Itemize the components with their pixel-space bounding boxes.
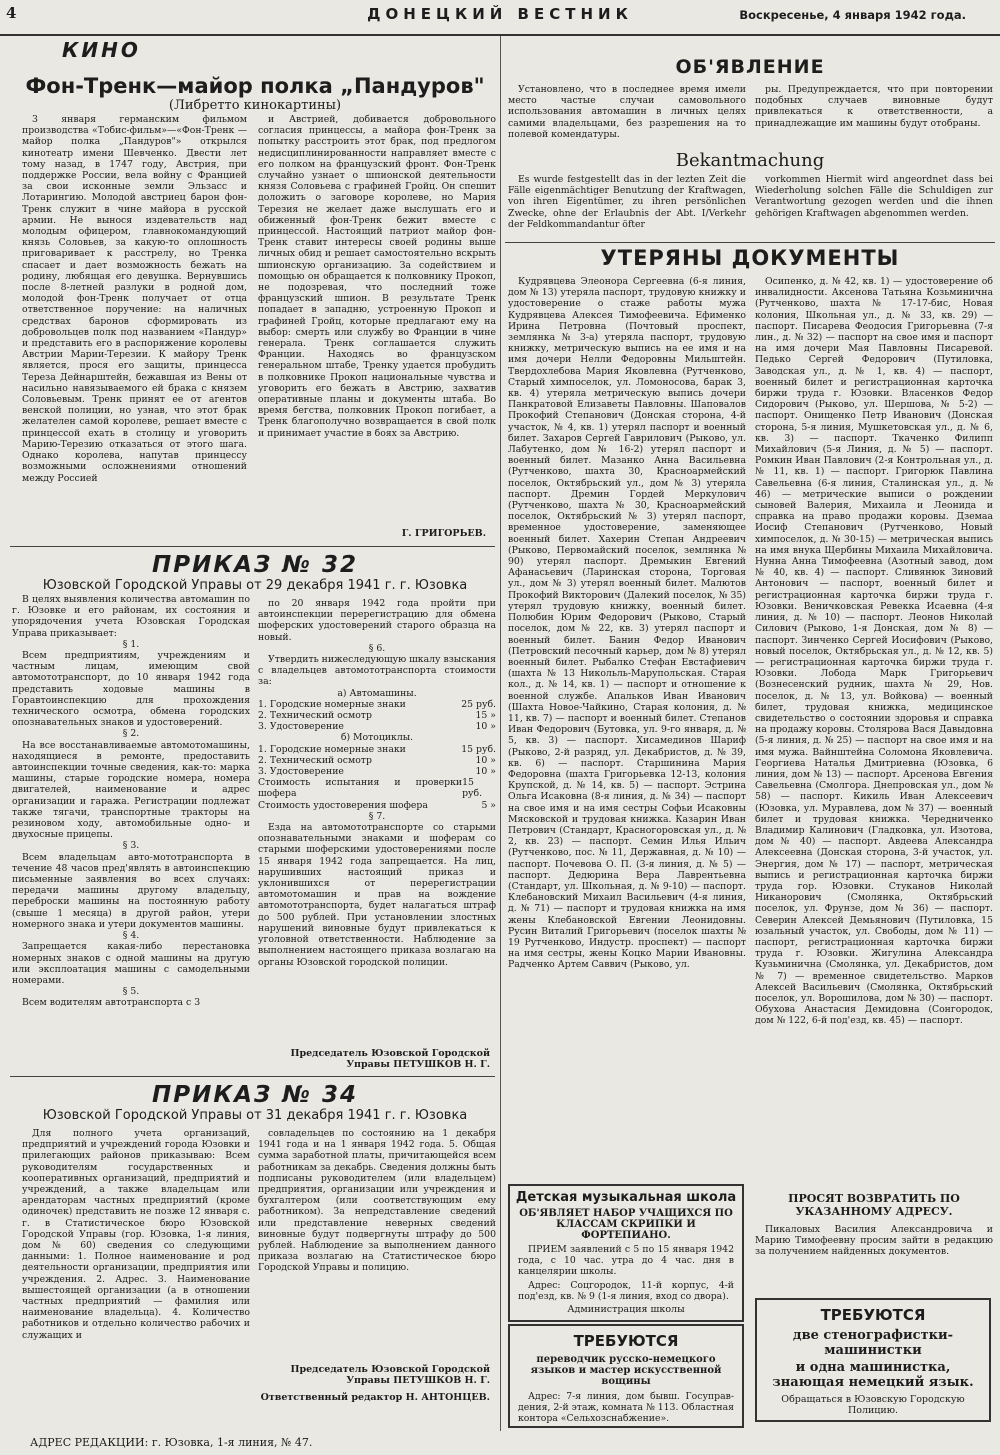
lost-documents-column-2: Осипенко, д. № 42, кв. 1) — удостоверение об инвалидности. Аксенова Татьяна Козьминична (Рутченково, шахта № 17-17-бис, Новая колония, Школьная ул., д. № 33, кв. 29) — паспорт. Писарева Феодосия Григорьевна (7-я лин., д. № 32) — паспорт на свое имя и паспорт на имя дочери Мая Павловны Писаревой. Педько Сергей Федорович (Путиловка, Заводская ул., д. № 1, кв. 4) — паспорт, военный билет и регистрационная карточка биржи труда г. Юзовки. Власенков Федор Сидорович (Рыково, ул. Шершова, № 5-2) — паспорт. Онищенко Петр Иванович (Донская сторона, 5-я линия, Мушкетовская ул., д. № 6, кв. 3) — паспорт. Ткаченко Филипп Михайлович (5-я Линия, д. № 5) — паспорт. Ромкин Иван Павлович (2-я Контрольная ул., д. № 11, кв. 1) — паспорт. Григорюк Павлина Савельевна (6-я линия, Сталинская ул., д. № 46) — метрические выписи о рождении сыновей Валерия, Михаила и Леонида и справка на право продажи коровы. Дземаа Иосиф Степанович (Рутченково, Новый химпоселок, д. № 30-15) — метрическая выпись на имя внука Щербины Михаила Михайловича. Нунна Анна Тимофеевна (Азотный завод, дом № 40, кв. 4) — паспорт. Сливянюк Зиновий Антонович — паспорт, военный билет и регистрационная карточка биржи труда г. Юзовки. Веничковская Ревекка Исаевна (4-я линия, д. № 10) — паспорт. Леонов Николай Силович (Рыково, 1-я Донская, дом № 8) — паспорт. Зинченко Сергей Иосифович (Рыково, новый поселок, Октябрьская ул., д. № 12, кв. 5) — регистрационная карточка биржи труда г. Юзовки. Лобода Марк Григорьевич (Вознесенский рудник, шахта № 29, Нов. поселок, д. № 13, ул. Войкова) — военный билет, трудовая книжка, медицинское свидетельство о состоянии здоровья и справка на продажу коровы. Столярова Вася Давыдовна (5-я линия, д. № 25) — паспорт на свое имя и на имя мужа. Вайнштейна Соломона Яковлевича. Георгиева Наталья Дмитриевна (Юзовка, 6 линия, дом № 13) — паспорт. Арсенова Евгения Савельевна (Смолгора. Днепровская ул., дом № 58) — паспорт. Кикиль Иван Алексеевич (Юзовка, ул. Муравлева, дом № 37) — военный билет и трудовая книжка. Чередниченко Владимир Калинович (Гладковка, ул. Изотова, дом № 40) — паспорт. Авдеева Александра Алексеевна (Донская сторона, 3-й участок, ул. Энергия, дом № 17) — паспорт, метрическая выпись и регистрационная карточка биржи труда гор. Юзовки. Стуканов Николай Никанорович (Смолянка, Октябрьский поселок, ул. Фрунзе, дом № 36) — паспорт. Северин Алексей Демьянович (Путиловка, 15 юзальный участок, ул. Свободы, дом № 11) — паспорт, регистрационная карточка биржи труда г. Юзовки. Жигулина Александра Кузьминична (Смолянка, ул. Декабристов, дом № 7) — временное свидетельство. Марков Алексей Васильевич (Смолянка, Октябрьский поселок, ул. Ворошилова, дом № 30) — паспорт. Обухова Анастасия Демидовна (Сонгородок, дом № 122, 6-й под'езд, кв. 45) — паспорт.: [755, 276, 993, 1027]
fee-name: 3. Удостоверение: [258, 721, 344, 733]
stenographer-ad-line2: и одна машинистка, знающая немецкий язык.: [772, 1360, 974, 1390]
fee-price: 15 руб.: [461, 743, 496, 755]
fee-price: 10 »: [475, 754, 496, 766]
prikaz-34-subtitle: Юзовской Городской Управы от 31 декабря 1941 г. г. Юзовка: [42, 1108, 468, 1123]
announcement-title: ОБ'ЯВЛЕНИЕ: [675, 56, 825, 78]
fee-name: Стоимость испытания и проверки шофера: [258, 777, 463, 800]
music-school-title: Детская музыкальная школа: [515, 1190, 737, 1205]
prikaz-32-column-1: В целях выявления количества автомашин по г. Юзовке и его районам, их состояния и упорядочения учета Юзовская Городская Управа приказывает: § 1. Всем предприятиям, учреждениям и частным лицам, имеющим свой автомототранспорт, до 10 января 1942 года представить ходовые машины в Горавтоинспекцию для прохождения технического осмотра, обмена городских опознавательных знаков и удостоверений. § 2. На все восстанавливаемые автомотомашины, находящиеся в ремонте, предоставить автоинспекции точные сведения, как-то: марка машины, старые городские номера, номера двигателей, наименование и адрес организации и гаража. Регистрации подлежат также тягачи, транспортные тракторы на резиновом ходу, автомобильные одно- и двухосные прицепы. § 3. Всем владельцам авто-мототранспорта в течение 48 часов пред'являть в автоинспекцию письменные заявления во всех случаях: передачи машины другому владельцу, переброски машины на постоянную работу (свыше 1 месяца) в другой район, утери номерного знака и утери документов машины. § 4. Запрещается какая-либо перестановка номерных знаков с одной машины на другую или эксплоатация машины с самодельными номерами. § 5. Всем водителям автотранспорта с 3: [12, 594, 250, 1009]
section-kino: КИНО: [62, 38, 141, 62]
fee-price: 25 руб.: [461, 698, 496, 710]
fee-price: 5 »: [481, 799, 496, 811]
fee-name: 1. Городские номерные знаки: [258, 698, 406, 710]
announcement-column-1: Установлено, что в последнее время имели место частые случаи самовольного использования автомашин в личных целях самими владельцами, без разрешения на то полевой комендатуры.: [508, 84, 746, 140]
prikaz-34-title: ПРИКАЗ № 34: [152, 1082, 358, 1108]
bekanntmachung-column-1: Es wurde festgestellt das in der lezten Zeit die Fälle eigenmächtiger Benutzung der Kraftwagen, von ihren Eigentümer, zu ihren persönlichen Zwecke, ohne der Erlaubnis der Abt. I/Verkehr der Feldkommandantur öfter: [508, 174, 746, 230]
announcement-column-2: ры. Предупреждается, что при повторении подобных случаев виновные будут привлекаться к ответственности, а принадлежащие им машины будут отобраны.: [755, 84, 993, 129]
translator-ad-text: переводчик русско-немецкого языков и мастер искусственной вощины: [530, 1354, 722, 1387]
fee-price: 15 руб.: [462, 777, 483, 800]
music-school-dates: ПРИЕМ заявлений с 5 по 15 января 1942 года, с 10 час. утра до 4 час. дня в канцелярии школы.: [518, 1244, 734, 1278]
prikaz-34-signature: Председатель Юзовской Городской Управы ПЕТУШКОВ Н. Г.: [290, 1364, 490, 1386]
fee-row: [258, 766, 496, 777]
kino-author: Г. ГРИГОРЬЕВ.: [401, 528, 486, 539]
fee-name: 2. Технический осмотр: [258, 754, 372, 766]
editor-signature: Ответственный редактор Н. АНТОНЦЕВ.: [260, 1392, 490, 1403]
stenographer-ad-contact: Обращаться в Юзовскую Городскую Полицию.: [781, 1394, 965, 1416]
stenographer-ad-title: ТРЕБУЮТСЯ: [820, 1306, 926, 1324]
fee-row: [258, 721, 496, 732]
column-divider: [500, 36, 501, 1431]
bekanntmachung-title: Bekantmachung: [675, 150, 825, 171]
lost-documents-column-1: Кудрявцева Элеонора Сергеевна (6-я линия, дом № 13) утеряла паспорт, трудовую книжку и удостоверение о стаже работы мужа Кудрявцева Алексея Тимофеевича. Ефименко Ирина Петровна (Почтовый проспект, землянка № 3-а) утеряла паспорт, трудовую книжку, метрическую выпись на ее имя и на имя дочери Нелли Федоровны Мильштейн. Твердохлебова Мария Яковлевна (Рутченково, Старый химпоселок, ул. Ломоносова, барак 3, кв. 4) утеряла метрическую выпись дочери Панкратовой Елизаветы Павловны. Шаповалов Прокофий Степанович (Донская сторона, 4-й участок, № 4, кв. 1) утерял паспорт и военный билет. Захаров Сергей Гаврилович (Рыково, ул. Лабутенко, дом № 16-2) утерял паспорт и военный билет. Мазанко Анна Васильевна (Рутченково, шахта 30, Красноармейский поселок, Октябрьский ул., дом № 3) утеряла паспорт. Дремин Гордей Меркулович (Рутченково, шахта № 30, Красноармейский поселок, Октябрьский № 3) утерял паспорт, временное удостоверение, заменяющее военный билет. Хахерин Степан Андреевич (Рыково, Первомайский поселок, землянка № 90) утерял паспорт. Дремыкин Евгений Афанасьевич (Ларинская сторона, Торговая ул., дом № 3) утерял военный билет. Малютов Прокофий Викторович (Далекий поселок, № 35) утерял трудовую книжку, военный билет. Полюбин Юрим Федорович (Рыково, Старый поселок, дом № 22, кв. 3) утерял паспорт и военный билет. Банин Федор Иванович (Петровский песочный карьер, дом № 8) утерял военный билет. Рыбалко Стефан Евстафиевич (шахта № 13 Никольль-Марупольская. Старая кол., д. № 14, кв. 1) — паспорт и отношение к военной службе. Апальков Иван Иванович (Шахта Новое-Чайкино, Старая колония, д. № 11, кв. 7) — паспорт и военный билет. Степанов Иван Федорович (Бутовка, ул. 9-го января, д. № 5, кв. 3) — паспорт. Хисамединов Шариф (Рыково, 2-й разряд, ул. Декабристов, д. № 39, кв. 6) — паспорт. Старшинина Мария Федоровна (шахта Григорьевка 12-13, колония Крупской, д. № 14, кв. 5) — паспорт. Эстрина Ольга Исаковна (8-я линия, д. № 34) — паспорт на свое имя и на имя сестры Софьи Исаковны Мясковской и трудовая книжка. Казарин Иван Петрович (Стандарт, Красногоровская ул., д. № 2, кв. 23) — паспорт. Семин Илья Ильич (Рутченково, пос. № 11, Державная, д. № 10) — паспорт. Почевова О. П. (3-я линия, д. № 5) — паспорт. Дедюрина Вера Лаврентьевна (Стандарт, ул. Школьная, д. № 9-10) — паспорт. Клебановский Михаил Васильевич (4-я линия, д. № 71) — паспорт и трудовая книжка на имя жены Клебановской Евгении Леонидовны. Русин Виталий Григорьевич (поселок шахты № 19 Рутченково, Индустр. проспект) — паспорт на имя сестры, жены Коцко Марии Ивановны. Радченко Артем Саввич (Рыково, ул.: [508, 276, 746, 971]
page-header: [0, 0, 1000, 36]
fee-list-cars: [258, 699, 496, 733]
music-school-admin: Администрация школы: [567, 1304, 685, 1316]
issue-date: Воскресенье, 4 января 1942 года.: [739, 8, 966, 22]
return-request: ПРОСЯТ ВОЗВРАТИТЬ ПО УКАЗАННОМУ АДРЕСУ.: [788, 1192, 960, 1218]
fee-price: 15 »: [475, 710, 496, 722]
pikalov-notice: Пикаловых Василия Александровича и Марию Тимофеевну просим зайти в редакцию за получением найденных документов.: [755, 1224, 993, 1258]
kino-column-1: 3 января германским фильмом производства «Тобис-фильм»—«Фон-Тренк — майор полка „Пандуров"» открылся кинотеатр имени Шевченко. Двести лет тому назад, в 1747 году, Австрия, при поддержке России, вела войну с Францией за свои исконные земли Эльзасс и Лотарингию. Молодой австриец барон фон-Тренк служит в чине майора в русской армии. Не вынося издевательств над молодым офицером, главнокомандующий князь Соловьев, за какую-то оплошность приговаривает к расстрелу, но Тренка спасает и дает возможность бежать на родину, любящая его девушка. Вернувшись после 8-летней разлуки в родной дом, молодой фон-Тренк получает от отца ответственное поручение: на наличных средствах баронов сформировать из добровольцев полк под названием «Пандур» и представить его в распоряжение королевы Австрии Марии-Терезии. К майору Тренк является, прося его защиты, принцесса Тереза Дейнарштейн, бежавшая из Вены от насильно навязываемого ей брака с князем Соловьевым. Тренк принят ее от агентов венской полиции, но узнав, что этот брак желателен самой королеве, решает вместе с принцессой ехать в столицу и уговорить Марию-Терезию отказаться от этого шага. Однако королева, напутав принцессу возможными осложнениями отношений между Россией: [22, 114, 247, 484]
fee-row: [258, 710, 496, 721]
stenographer-ad: [755, 1298, 991, 1422]
kino-column-2: и Австрией, добивается добровольного согласия принцессы, а майора фон-Тренк за попытку расстроить этот брак, под предлогом недисциплинированности направляет вместе с его полком на французский фронт. Фон-Тренк случайно узнает о шпионской деятельности князя Соловьева с графиней Гройц. Он спешит доложить о заговоре королеве, но Мария Терезия не желает даже выслушать его и обиженный фон-Тренк бежит вместе с принцессой. Настоящий патриот майор фон-Тренк ставит интересы своей родины выше личных обид и решает самостоятельно вскрыть шпионскую организацию. За содействием и помощью он обращается к полковнику Прокоп, не подозревая, что последний тоже французский шпион. В результате Тренк попадает в западню, устроенную Прокоп и графиней Гройц, которые предлагают ему на выбор: смерть или службу во Франции в чине генерала. Тренк соглашается служить Франции. Находясь во французском генеральном штабе, Тренку удается пробудить в полковнике Прокоп национальные чувства и уговорить его бежать в Австрию, захватив оперативные планы и документы штаба. Во время бегства, полковник Прокоп погибает, а Тренк благополучно возвращается в свой полк и принимает участие в боях за Австрию.: [258, 114, 496, 439]
prikaz-34-column-1: Для полного учета организаций, предприятий и учреждений города Юзовки и прилегающих районов приказываю: Всем руководителям государственных и кооперативных организаций, предприятий и учреждений, а также владельцам или арендаторам частных предприятий (кроме одиночек) представить не позже 12 января с. г. в Статистическое бюро Юзовской Городской Управы (гор. Юзовка, 1-я линия, дом № 60) сведения со следующими данными: 1. Полное наименование и род деятельности организации, предприятия или учреждения. 2. Адрес. 3. Наименование вышестоящей организации (а в отношении частных предприятий — фамилия или наименование владельца). 4. Количество работников и отдельно количество рабочих и служащих и: [22, 1128, 250, 1341]
fee-name: Стоимость удостоверения шофера: [258, 799, 428, 811]
fee-name: 3. Удостоверение: [258, 766, 344, 778]
kino-title: Фон-Тренк—майор полка „Пандуров": [25, 74, 485, 98]
prikaz-32-title: ПРИКАЗ № 32: [152, 552, 358, 578]
lost-documents-title: УТЕРЯНЫ ДОКУМЕНТЫ: [600, 246, 900, 270]
fee-row: [258, 755, 496, 766]
prikaz-32-column-2: по 20 января 1942 года пройти при автоинспекции перерегистрацию для обмена шоферских удостоверений старого образца на новый. § 6. Утвердить нижеследующую шкалу взыскания с владельцев автомототранспорта стоимости за: а) Автомашины. 1. Городские номерные знаки 25 руб. 2. Технический осмотр 15 » 3. Удостоверение 10 » б) Мотоциклы. 1. Городские номерные знаки 15 руб. 2. Технический осмотр 10 » 3. Удостоверение 10 » Стоимость испытания и проверки шофера 15 руб. Стоимость удостоверения шофера 5 » § 7. Езда на автомототранспорте со старыми опознавательными знаками и шоферам со старыми шоферскими удостоверениями после 15 января 1942 года запрещается. На лиц, нарушивших настоящий приказ и уклонившихся от перерегистрации автомотомашин и прав на вождение автомототранспорта, будет налагаться штраф до 500 рублей. При установлении злостных нарушений виновные будут привлекаться к уголовной ответственности. Наблюдение за выполнением настоящего приказа возлагаю на органы Юзовской городской полиции.: [258, 598, 496, 968]
translator-ad: [508, 1324, 744, 1428]
page-number: 4: [6, 4, 17, 22]
kino-subtitle: (Либретто кинокартины): [168, 98, 342, 113]
bekanntmachung-column-2: vorkommen Hiermit wird angeordnet dass bei Wiederholung solchen Fälle die Schuldigen zur Verantwortung gezogen werden und die ihnen gehörigen Kraftwagen abgenommen werden.: [755, 174, 993, 219]
translator-ad-address: Адрес: 7-я линия, дом бывш. Госуправ-дения, 2-й этаж, комната № 113. Областная контора «Сельхозснабжение».: [518, 1391, 735, 1425]
stenographer-ad-line1: две стенографистки-машинистки: [792, 1328, 954, 1358]
music-school-ad: [508, 1184, 744, 1322]
translator-ad-title: ТРЕБУЮТСЯ: [573, 1332, 679, 1350]
newspaper-title: ДОНЕЦКИЙ ВЕСТНИК: [367, 5, 633, 23]
music-school-address: Адрес: Соцгородок, 11-й корпус, 4-й под'езд, кв. № 9 (1-я линия, вход со двора).: [518, 1279, 734, 1302]
fee-name: 1. Городские номерные знаки: [258, 743, 406, 755]
fee-name: 2. Технический осмотр: [258, 710, 372, 722]
fee-list-motorcycles: [258, 744, 496, 811]
fee-row: [258, 800, 496, 811]
prikaz-32-subtitle: Юзовской Городской Управы от 29 декабря 1941 г. г. Юзовка: [42, 578, 468, 593]
fee-price: 10 »: [475, 721, 496, 733]
editorial-address: АДРЕС РЕДАКЦИИ: г. Юзовка, 1-я линия, № 47.: [30, 1436, 313, 1449]
fee-row: [258, 699, 496, 710]
prikaz-32-signature: Председатель Юзовской Городской Управы ПЕТУШКОВ Н. Г.: [290, 1048, 490, 1070]
fee-row: [258, 777, 496, 799]
fee-row: [258, 744, 496, 755]
music-school-enrollment: ОБ'ЯВЛЯЕТ НАБОР УЧАЩИХСЯ ПО КЛАССАМ СКРИПКИ И ФОРТЕПИАНО.: [519, 1208, 733, 1241]
fee-price: 10 »: [475, 766, 496, 778]
prikaz-34-column-2: совладельцев по состоянию на 1 декабря 1941 года и на 1 января 1942 года. 5. Общая сумма заработной платы, причитающейся всем работникам за декабрь. Сведения должны быть подписаны руководителем (или владельцем) предприятия, организации или учреждения и бухгалтером (или соответствующим ему работником). За непредставление сведений или представление неверных сведений виновные будут подвергнуты штрафу до 500 рублей. Наблюдение за выполнением данного приказа возлагаю на Статистическое бюро Городской Управы и полицию.: [258, 1128, 496, 1274]
